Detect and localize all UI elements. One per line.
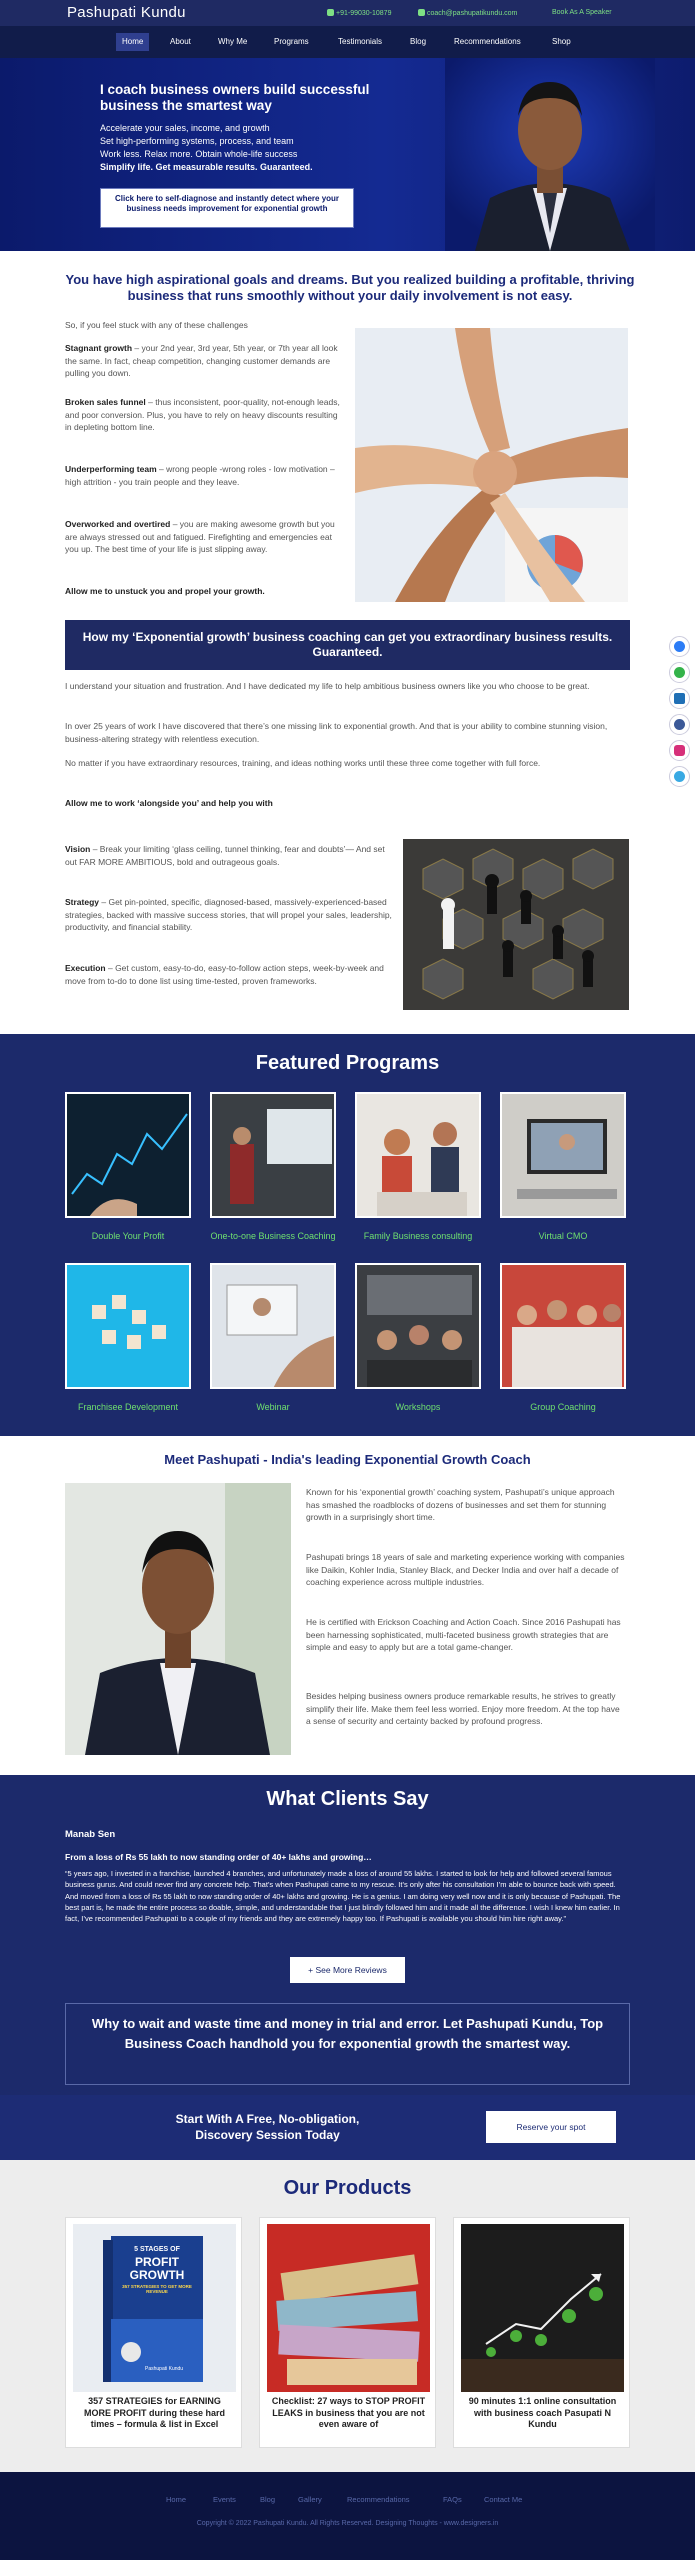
book-subtitle: 357 STRATEGIES TO GET MORE REVENUE bbox=[122, 2284, 192, 2294]
coach-portrait-image bbox=[445, 58, 655, 251]
program-card-image[interactable] bbox=[65, 1263, 191, 1389]
program-one-to-one[interactable]: One-to-one Business Coaching bbox=[210, 1231, 336, 1241]
twitter-icon[interactable] bbox=[669, 766, 690, 787]
clients-title: What Clients Say bbox=[266, 1788, 429, 1810]
pillar-title: Vision bbox=[65, 844, 91, 854]
product-title[interactable]: 90 minutes 1:1 online consultation with business coach Pasupati N Kundu bbox=[468, 2396, 617, 2429]
hero-benefit: Work less. Relax more. Obtain whole-life success bbox=[100, 149, 298, 159]
pillar-text: – Break your limiting ‘glass ceiling, tunnel thinking, fear and doubts’— And set out FAR MORE AMBITIOUS, bold and outrageous goals. bbox=[65, 844, 385, 867]
pillar-title: Strategy bbox=[65, 897, 100, 907]
challenge-item bbox=[65, 342, 340, 380]
facebook-glyph bbox=[674, 719, 685, 730]
book-author: Pashupati Kundu bbox=[145, 2366, 184, 2372]
growth-plant-art bbox=[461, 2224, 624, 2392]
method-paragraph: In over 25 years of work I have discovered that there’s one missing link to exponential growth. And that is your ability to combine stunning vision, business-altering strategy with relentless execution. bbox=[65, 721, 608, 744]
copyright: Copyright © 2022 Pashupati Kundu. All Rights Reserved. Designing Thoughts - www.designers.in bbox=[196, 2520, 499, 2527]
hero-section bbox=[0, 58, 695, 251]
testimonial-body: “5 years ago, I invested in a franchise, launched 4 branches, and unfortunately made a loss of around 55 lakhs. I started to look for help and followed several famous business gurus. And could never find any concrete help. That’s when Pashupati came to my rescue. It’s only after his consultation I’m able to bounce back with speed. And moved from a loss of Rs 55 lakh to now standing order of 40+ lakhs and growing. He is a genius. I am doing very well now and it is only because of Pashupati. The best part is, he made the entire process so doable, simple, and understandable that I just blindly followed him and it made all the difference. I wish I knew him earlier. In fact, I’ve recommended Pashupati to a couple of my friends and they are extremely happy too. If Pashupati is available you should him hire right away.” bbox=[65, 1869, 621, 1924]
whatsapp-icon[interactable] bbox=[669, 662, 690, 683]
meet-paragraph: Known for his ‘exponential growth’ coaching system, Pashupati’s unique approach has smashed the roadblocks of dozens of businesses and set them for stunning growth in a surprisingly short time. bbox=[306, 1487, 615, 1522]
stock-chart-image bbox=[67, 1094, 191, 1218]
pillar-text: – Get pin-pointed, specific, diagnosed-based, massively-experienced-based strategies, backed with massive success stories, that will propel your sales, leadership, productivity, and financial stability. bbox=[65, 897, 392, 932]
main-nav bbox=[0, 26, 695, 58]
instagram-icon[interactable] bbox=[669, 740, 690, 761]
meet-title: Meet Pashupati - India's leading Exponential Growth Coach bbox=[164, 1452, 531, 1467]
programs-title: Featured Programs bbox=[255, 1052, 440, 1074]
whatsapp-glyph bbox=[674, 667, 685, 678]
growth-plant-image bbox=[461, 2224, 624, 2392]
linkedin-glyph bbox=[674, 693, 685, 704]
intro-closing: Allow me to unstuck you and propel your growth. bbox=[65, 586, 265, 596]
footer-link-faqs[interactable]: FAQs bbox=[443, 2495, 462, 2504]
program-workshops[interactable]: Workshops bbox=[395, 1402, 441, 1412]
chess-image bbox=[403, 839, 629, 1010]
money-image bbox=[267, 2224, 430, 2392]
discovery-text: Start With A Free, No-obligation, Discovery Session Today bbox=[175, 2112, 360, 2142]
challenge-item bbox=[65, 518, 340, 556]
footer-link-gallery[interactable]: Gallery bbox=[298, 2495, 322, 2504]
program-card-image[interactable] bbox=[500, 1263, 626, 1389]
program-card-image[interactable] bbox=[210, 1092, 336, 1218]
virtual-cmo-image bbox=[502, 1094, 626, 1218]
product-title[interactable]: 357 STRATEGIES for EARNING MORE PROFIT during these hard times – formula & list in Excel bbox=[83, 2396, 225, 2429]
method-paragraph: I understand your situation and frustration. And I have dedicated my life to help ambitious business owners like you who choose to be great. bbox=[65, 681, 590, 691]
family-business-image bbox=[357, 1094, 481, 1218]
meet-paragraph: Pashupati brings 18 years of sale and marketing experience working with companies like Daikin, Kohler India, Stanley Black, and Decker India and over half a decade of coaching experience across multiple industries. bbox=[306, 1552, 625, 1587]
footer-link-recommendations[interactable]: Recommendations bbox=[347, 2495, 410, 2504]
phone-text: +91-99030-10879 bbox=[336, 10, 392, 17]
method-bold: Allow me to work ‘alongside you’ and help you with bbox=[65, 798, 273, 808]
self-diagnose-button[interactable]: Click here to self-diagnose and instantly detect where your business needs improvement for exponential growth bbox=[100, 188, 354, 228]
testimonial-name: Manab Sen bbox=[65, 1829, 116, 1840]
footer-link-events[interactable]: Events bbox=[213, 2495, 236, 2504]
hero-benefit: Set high-performing systems, process, and team bbox=[100, 136, 294, 146]
nav-blog[interactable]: Blog bbox=[410, 37, 427, 46]
footer bbox=[0, 2472, 695, 2560]
phone-link[interactable] bbox=[327, 9, 391, 17]
footer-link-home[interactable]: Home bbox=[166, 2495, 187, 2504]
messenger-icon[interactable] bbox=[669, 636, 690, 657]
nav-programs[interactable]: Programs bbox=[274, 37, 309, 46]
coach-photo bbox=[65, 1483, 291, 1755]
products-title: Our Products bbox=[283, 2177, 412, 2199]
footer-link-contact[interactable]: Contact Me bbox=[484, 2495, 523, 2504]
program-virtual-cmo[interactable]: Virtual CMO bbox=[538, 1231, 588, 1241]
pillar-text: – Get custom, easy-to-do, easy-to-follow action steps, week-by-week and move from to-do to done list using time-tested, proven frameworks. bbox=[65, 963, 384, 986]
intro-title: You have high aspirational goals and dreams. But you realized building a profitable, thriving business that runs smoothly without your daily involvement is not easy. bbox=[65, 272, 635, 303]
program-franchisee[interactable]: Franchisee Development bbox=[77, 1402, 179, 1412]
banknotes-art bbox=[267, 2224, 430, 2392]
nav-why-me[interactable]: Why Me bbox=[218, 37, 248, 46]
hero-benefit: Accelerate your sales, income, and growth bbox=[100, 123, 270, 133]
pillar-item bbox=[65, 896, 392, 934]
product-card[interactable] bbox=[453, 2217, 630, 2448]
phone-icon bbox=[327, 9, 334, 16]
see-more-reviews-button[interactable]: + See More Reviews bbox=[290, 1957, 405, 1983]
book-cover-image bbox=[73, 2224, 236, 2392]
challenge-text: – thus inconsistent, poor-quality, not-enough leads, and poor conversion. Plus, you have to rely on heavy discounts resulting in depleting bottom line. bbox=[65, 397, 340, 432]
nav-home[interactable]: Home bbox=[116, 33, 149, 51]
product-card[interactable] bbox=[65, 2217, 242, 2448]
program-webinar[interactable]: Webinar bbox=[256, 1402, 290, 1412]
email-icon bbox=[418, 9, 425, 16]
program-double-profit[interactable]: Double Your Profit bbox=[91, 1231, 165, 1241]
twitter-glyph bbox=[674, 771, 685, 782]
hero-benefits bbox=[100, 122, 400, 161]
program-card-image[interactable] bbox=[210, 1263, 336, 1389]
email-text: coach@pashupatikundu.com bbox=[427, 10, 518, 17]
challenge-text: – your 2nd year, 3rd year, 5th year, or 7th year all look the same. In fact, cheap competition, changing customer demands are pulling you down. bbox=[65, 343, 338, 378]
reserve-spot-button[interactable]: Reserve your spot bbox=[486, 2111, 616, 2143]
intro-lead: So, if you feel stuck with any of these challenges bbox=[65, 320, 248, 330]
nav-recommendations[interactable]: Recommendations bbox=[454, 37, 521, 46]
workshop-image bbox=[357, 1265, 481, 1389]
group-coaching-image bbox=[502, 1265, 626, 1389]
challenge-title: Underperforming team bbox=[65, 464, 157, 474]
messenger-glyph bbox=[674, 641, 685, 652]
nav-testimonials[interactable]: Testimonials bbox=[338, 37, 383, 46]
nav-shop[interactable]: Shop bbox=[552, 37, 571, 46]
program-group-coaching[interactable]: Group Coaching bbox=[530, 1402, 596, 1412]
presentation-image bbox=[212, 1094, 336, 1218]
challenge-title: Broken sales funnel bbox=[65, 397, 146, 407]
nav-about[interactable]: About bbox=[170, 37, 191, 46]
challenge-text: – wrong people -wrong roles - low motivation – high attrition - you train people and they leave. bbox=[65, 464, 335, 487]
top-bar bbox=[0, 0, 695, 26]
meet-paragraph: He is certified with Erickson Coaching and Action Coach. Since 2016 Pashupati has been harnessing sophisticated, multi-faceted business growth strategies that are simple and easy to apply but are a total game-changer. bbox=[306, 1617, 621, 1652]
program-card-image[interactable] bbox=[355, 1263, 481, 1389]
product-title[interactable]: Checklist: 27 ways to STOP PROFIT LEAKS in business that you are not even aware of bbox=[271, 2396, 426, 2429]
program-family-business[interactable]: Family Business consulting bbox=[363, 1231, 473, 1241]
webinar-image bbox=[212, 1265, 336, 1389]
hero-title: I coach business owners build successful business the smartest way bbox=[100, 82, 370, 113]
program-card-image[interactable] bbox=[65, 1092, 191, 1218]
book-speaker-link[interactable]: Book As A Speaker bbox=[552, 9, 612, 16]
book-title-small: 5 STAGES OF bbox=[134, 2246, 180, 2253]
testimonial-headline: From a loss of Rs 55 lakh to now standing order of 40+ lakhs and growing… bbox=[65, 1852, 372, 1862]
challenge-title: Stagnant growth bbox=[65, 343, 133, 353]
product-card[interactable] bbox=[259, 2217, 436, 2448]
challenge-item bbox=[65, 396, 340, 434]
challenge-text: – you are making awesome growth but you are always stressed out and fatigued. Firefighting and emergencies eat you up. The best time of your life is just slipping away. bbox=[65, 519, 335, 554]
book-title-big: PROFIT GROWTH bbox=[129, 2255, 185, 2282]
hero-guarantee: Simplify life. Get measurable results. Guaranteed. bbox=[100, 162, 313, 172]
pillar-item bbox=[65, 962, 392, 987]
email-link[interactable] bbox=[418, 9, 517, 17]
instagram-glyph bbox=[674, 745, 685, 756]
linkedin-icon[interactable] bbox=[669, 688, 690, 709]
method-paragraph: No matter if you have extraordinary resources, training, and ideas nothing works until these three come together with full force. bbox=[65, 758, 541, 768]
pillar-title: Execution bbox=[65, 963, 106, 973]
challenge-item bbox=[65, 463, 340, 488]
coaching-banner: How my ‘Exponential growth’ business coaching can get you extraordinary business results. Guaranteed. bbox=[65, 620, 630, 670]
team-hands-image bbox=[355, 328, 628, 602]
meet-paragraph: Besides helping business owners produce remarkable results, he strives to greatly simplify their life. Make them feel less worried. Enjoy more freedom. At the top have a sense of security and certainty backed by profound progress. bbox=[306, 1691, 620, 1726]
brand-logo[interactable]: Pashupati Kundu bbox=[67, 4, 186, 21]
trial-error-cta: Why to wait and waste time and money in trial and error. Let Pashupati Kundu, Top Business Coach handhold you for exponential growth the smartest way. bbox=[65, 2003, 630, 2085]
pillar-item bbox=[65, 843, 392, 868]
program-card-image[interactable] bbox=[500, 1092, 626, 1218]
franchise-blocks-image bbox=[67, 1265, 191, 1389]
footer-link-blog[interactable]: Blog bbox=[260, 2495, 276, 2504]
challenge-title: Overworked and overtired bbox=[65, 519, 171, 529]
facebook-icon[interactable] bbox=[669, 714, 690, 735]
program-card-image[interactable] bbox=[355, 1092, 481, 1218]
